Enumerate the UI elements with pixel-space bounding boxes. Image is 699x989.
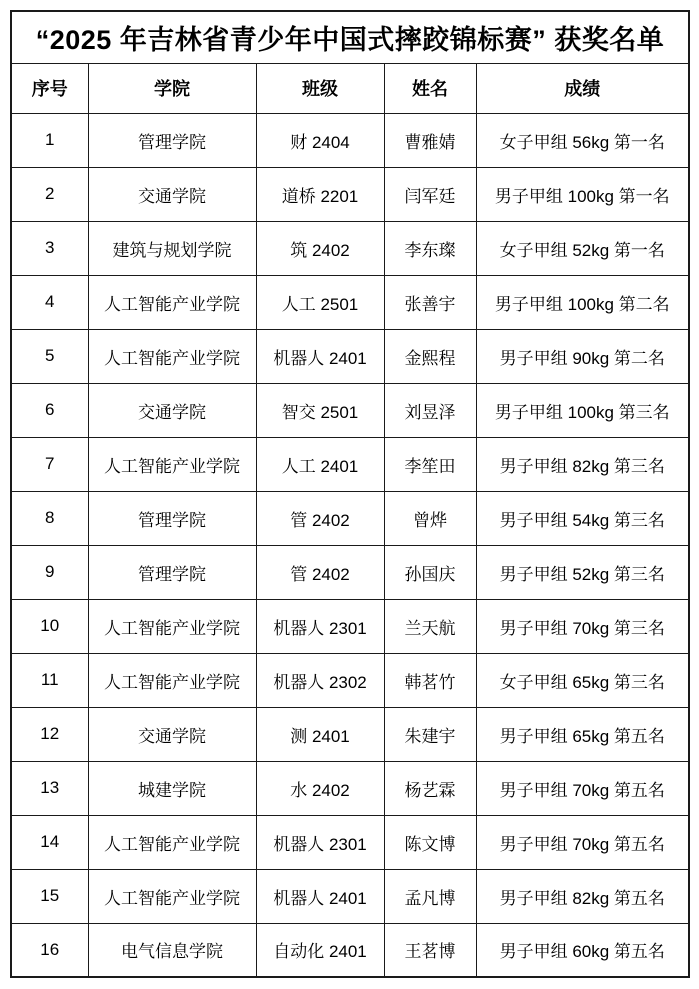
row-number-cell: 9 bbox=[11, 545, 88, 599]
college-cell: 人工智能产业学院 bbox=[88, 653, 256, 707]
class-cell: 财 2404 bbox=[256, 113, 384, 167]
row-number-cell: 7 bbox=[11, 437, 88, 491]
table-row bbox=[11, 545, 689, 599]
result-cell: 男子甲组 70kg 第五名 bbox=[476, 761, 689, 815]
result-cell: 男子甲组 90kg 第二名 bbox=[476, 329, 689, 383]
class-cell: 道桥 2201 bbox=[256, 167, 384, 221]
row-number-cell: 12 bbox=[11, 707, 88, 761]
row-number-cell: 15 bbox=[11, 869, 88, 923]
college-cell: 人工智能产业学院 bbox=[88, 815, 256, 869]
row-number-cell: 13 bbox=[11, 761, 88, 815]
class-cell: 机器人 2301 bbox=[256, 599, 384, 653]
header-cell-name: 姓名 bbox=[384, 63, 476, 113]
name-cell: 韩茗竹 bbox=[384, 653, 476, 707]
table-row bbox=[11, 221, 689, 275]
table-row bbox=[11, 707, 689, 761]
class-cell: 机器人 2301 bbox=[256, 815, 384, 869]
result-cell: 女子甲组 52kg 第一名 bbox=[476, 221, 689, 275]
table-row bbox=[11, 383, 689, 437]
name-cell: 曾烨 bbox=[384, 491, 476, 545]
name-cell: 张善宇 bbox=[384, 275, 476, 329]
table-row bbox=[11, 599, 689, 653]
row-number-cell: 2 bbox=[11, 167, 88, 221]
table-row bbox=[11, 437, 689, 491]
name-cell: 闫军廷 bbox=[384, 167, 476, 221]
table-row bbox=[11, 167, 689, 221]
college-cell: 建筑与规划学院 bbox=[88, 221, 256, 275]
college-cell: 交通学院 bbox=[88, 707, 256, 761]
class-cell: 机器人 2401 bbox=[256, 329, 384, 383]
title-row bbox=[11, 11, 689, 63]
college-cell: 交通学院 bbox=[88, 167, 256, 221]
college-cell: 城建学院 bbox=[88, 761, 256, 815]
table-row bbox=[11, 761, 689, 815]
result-cell: 男子甲组 52kg 第三名 bbox=[476, 545, 689, 599]
name-cell: 孟凡博 bbox=[384, 869, 476, 923]
table-row bbox=[11, 113, 689, 167]
result-cell: 男子甲组 60kg 第五名 bbox=[476, 923, 689, 977]
row-number-cell: 3 bbox=[11, 221, 88, 275]
class-cell: 管 2402 bbox=[256, 545, 384, 599]
college-cell: 人工智能产业学院 bbox=[88, 275, 256, 329]
name-cell: 陈文博 bbox=[384, 815, 476, 869]
table-row bbox=[11, 653, 689, 707]
name-cell: 金熙程 bbox=[384, 329, 476, 383]
row-number-cell: 10 bbox=[11, 599, 88, 653]
class-cell: 测 2401 bbox=[256, 707, 384, 761]
row-number-cell: 4 bbox=[11, 275, 88, 329]
name-cell: 朱建宇 bbox=[384, 707, 476, 761]
result-cell: 男子甲组 82kg 第三名 bbox=[476, 437, 689, 491]
name-cell: 王茗博 bbox=[384, 923, 476, 977]
class-cell: 筑 2402 bbox=[256, 221, 384, 275]
row-number-cell: 16 bbox=[11, 923, 88, 977]
class-cell: 机器人 2401 bbox=[256, 869, 384, 923]
class-cell: 智交 2501 bbox=[256, 383, 384, 437]
row-number-cell: 14 bbox=[11, 815, 88, 869]
college-cell: 人工智能产业学院 bbox=[88, 869, 256, 923]
result-cell: 男子甲组 70kg 第三名 bbox=[476, 599, 689, 653]
college-cell: 管理学院 bbox=[88, 113, 256, 167]
name-cell: 李东璨 bbox=[384, 221, 476, 275]
header-row bbox=[11, 63, 689, 113]
name-cell: 刘昱泽 bbox=[384, 383, 476, 437]
header-cell-college: 学院 bbox=[88, 63, 256, 113]
table-row bbox=[11, 869, 689, 923]
class-cell: 人工 2401 bbox=[256, 437, 384, 491]
row-number-cell: 6 bbox=[11, 383, 88, 437]
name-cell: 李笙田 bbox=[384, 437, 476, 491]
result-cell: 男子甲组 100kg 第三名 bbox=[476, 383, 689, 437]
class-cell: 管 2402 bbox=[256, 491, 384, 545]
row-number-cell: 8 bbox=[11, 491, 88, 545]
row-number-cell: 11 bbox=[11, 653, 88, 707]
table-body bbox=[11, 11, 689, 977]
college-cell: 交通学院 bbox=[88, 383, 256, 437]
class-cell: 机器人 2302 bbox=[256, 653, 384, 707]
awards-table bbox=[10, 10, 690, 978]
result-cell: 男子甲组 100kg 第一名 bbox=[476, 167, 689, 221]
class-cell: 自动化 2401 bbox=[256, 923, 384, 977]
name-cell: 孙国庆 bbox=[384, 545, 476, 599]
class-cell: 水 2402 bbox=[256, 761, 384, 815]
result-cell: 男子甲组 65kg 第五名 bbox=[476, 707, 689, 761]
result-cell: 男子甲组 82kg 第五名 bbox=[476, 869, 689, 923]
result-cell: 女子甲组 65kg 第三名 bbox=[476, 653, 689, 707]
name-cell: 曹雅婧 bbox=[384, 113, 476, 167]
table-row bbox=[11, 815, 689, 869]
college-cell: 管理学院 bbox=[88, 491, 256, 545]
college-cell: 管理学院 bbox=[88, 545, 256, 599]
result-cell: 男子甲组 54kg 第三名 bbox=[476, 491, 689, 545]
college-cell: 人工智能产业学院 bbox=[88, 599, 256, 653]
college-cell: 人工智能产业学院 bbox=[88, 437, 256, 491]
college-cell: 电气信息学院 bbox=[88, 923, 256, 977]
table-row bbox=[11, 329, 689, 383]
result-cell: 男子甲组 100kg 第二名 bbox=[476, 275, 689, 329]
result-cell: 女子甲组 56kg 第一名 bbox=[476, 113, 689, 167]
table-row bbox=[11, 275, 689, 329]
header-cell-class: 班级 bbox=[256, 63, 384, 113]
name-cell: 兰天航 bbox=[384, 599, 476, 653]
header-cell-result: 成绩 bbox=[476, 63, 689, 113]
page-title: “2025 年吉林省青少年中国式摔跤锦标赛” 获奖名单 bbox=[11, 11, 689, 63]
row-number-cell: 5 bbox=[11, 329, 88, 383]
name-cell: 杨艺霖 bbox=[384, 761, 476, 815]
table-row bbox=[11, 491, 689, 545]
result-cell: 男子甲组 70kg 第五名 bbox=[476, 815, 689, 869]
college-cell: 人工智能产业学院 bbox=[88, 329, 256, 383]
header-cell-no: 序号 bbox=[11, 63, 88, 113]
row-number-cell: 1 bbox=[11, 113, 88, 167]
table-row bbox=[11, 923, 689, 977]
class-cell: 人工 2501 bbox=[256, 275, 384, 329]
